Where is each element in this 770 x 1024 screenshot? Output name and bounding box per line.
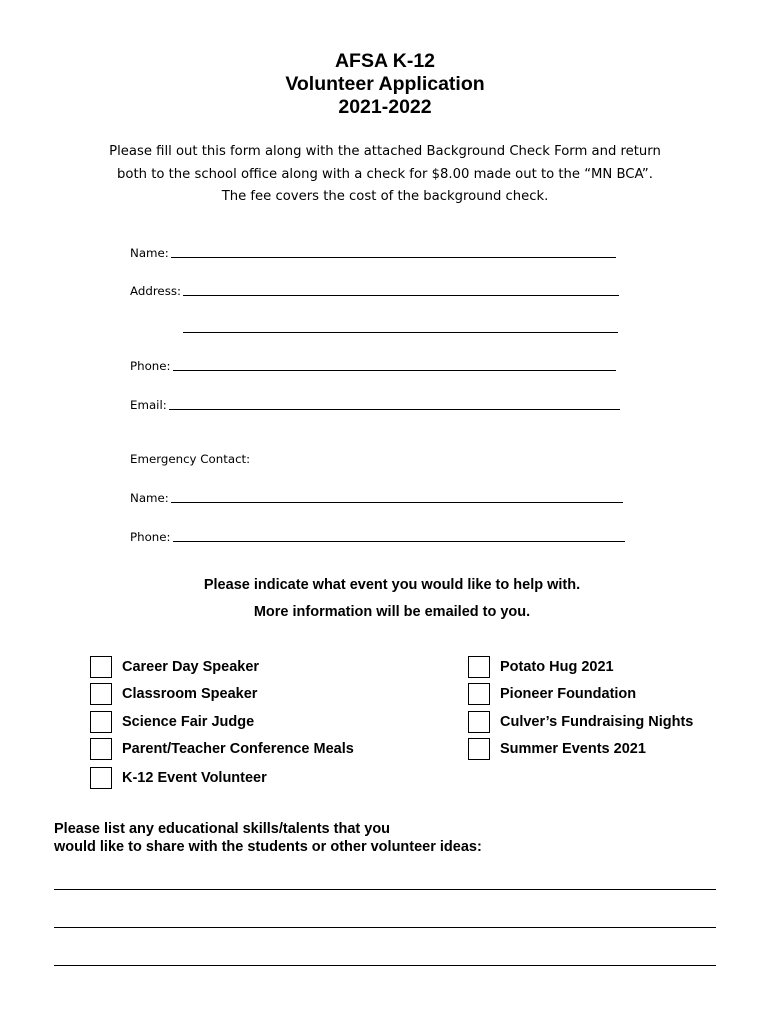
address-input-line[interactable] (183, 295, 619, 296)
checkbox-potato-hug[interactable] (468, 656, 490, 678)
name-label: Name: (130, 246, 169, 260)
emergency-name-input-line[interactable] (171, 502, 623, 503)
email-label: Email: (130, 398, 167, 412)
emergency-name-field (130, 489, 623, 505)
event-option-classroom-speaker (90, 682, 257, 706)
instructions (40, 141, 730, 209)
checkbox-science-fair[interactable] (90, 711, 112, 733)
checkbox-culvers-nights[interactable] (468, 711, 490, 733)
event-option-k12-event (90, 766, 267, 790)
phone-field (130, 357, 616, 373)
event-option-potato-hug (468, 655, 614, 679)
form-title (0, 50, 770, 119)
emergency-phone-label: Phone: (130, 530, 171, 544)
emergency-name-label: Name: (130, 491, 169, 505)
name-input-line[interactable] (171, 257, 616, 258)
title-year: 2021-2022 (338, 96, 432, 118)
option-label: Potato Hug 2021 (500, 659, 614, 675)
address-label: Address: (130, 284, 181, 298)
option-label: Science Fair Judge (122, 714, 255, 730)
email-field (130, 396, 620, 412)
address-line-2[interactable] (183, 332, 618, 333)
checkbox-summer-events[interactable] (468, 738, 490, 760)
phone-label: Phone: (130, 359, 171, 373)
email-input-line[interactable] (169, 409, 620, 410)
skills-prompt (54, 820, 482, 856)
option-label: Career Day Speaker (122, 659, 260, 675)
instructions-line-1: Please fill out this form along with the attached Background Check Form and return (109, 144, 661, 159)
option-label: Summer Events 2021 (500, 741, 646, 757)
instructions-line-3: The fee covers the cost of the background check. (221, 189, 549, 204)
checkbox-career-day[interactable] (90, 656, 112, 678)
skills-answer-line-3[interactable] (54, 965, 716, 966)
skills-answer-line-1[interactable] (54, 889, 716, 890)
title-org: AFSA K-12 (334, 50, 436, 72)
option-label: Classroom Speaker (122, 686, 258, 702)
checkbox-classroom-speaker[interactable] (90, 683, 112, 705)
emergency-contact-heading: Emergency Contact: (130, 452, 251, 466)
phone-input-line[interactable] (173, 370, 616, 371)
emergency-phone-input-line[interactable] (173, 541, 625, 542)
instructions-line-2: both to the school office along with a check for $8.00 made out to the “MN BCA”. (117, 166, 653, 182)
event-option-conference-meals (90, 737, 354, 761)
skills-prompt-line-1: Please list any educational skills/talents that you (54, 821, 391, 837)
events-prompt-line-1: Please indicate what event you would like to help with. (203, 577, 581, 593)
events-prompt (0, 572, 770, 626)
skills-prompt-line-2: would like to share with the students or other volunteer ideas: (54, 839, 482, 855)
event-option-pioneer-foundation (468, 682, 636, 706)
option-label: Parent/Teacher Conference Meals (122, 741, 354, 757)
event-option-career-day (90, 655, 259, 679)
option-label: Culver’s Fundraising Nights (500, 714, 694, 730)
event-option-science-fair (90, 710, 254, 734)
checkbox-k12-event[interactable] (90, 767, 112, 789)
events-prompt-line-2: More information will be emailed to you. (253, 604, 531, 620)
event-option-culvers-nights (468, 710, 693, 734)
emergency-phone-field (130, 528, 625, 544)
title-form-name: Volunteer Application (285, 73, 485, 95)
skills-answer-line-2[interactable] (54, 927, 716, 928)
option-label: Pioneer Foundation (500, 686, 637, 702)
checkbox-conference-meals[interactable] (90, 738, 112, 760)
checkbox-pioneer-foundation[interactable] (468, 683, 490, 705)
name-field (130, 244, 616, 260)
option-label: K-12 Event Volunteer (122, 770, 267, 786)
event-option-summer-events (468, 737, 646, 761)
address-field (130, 282, 619, 298)
